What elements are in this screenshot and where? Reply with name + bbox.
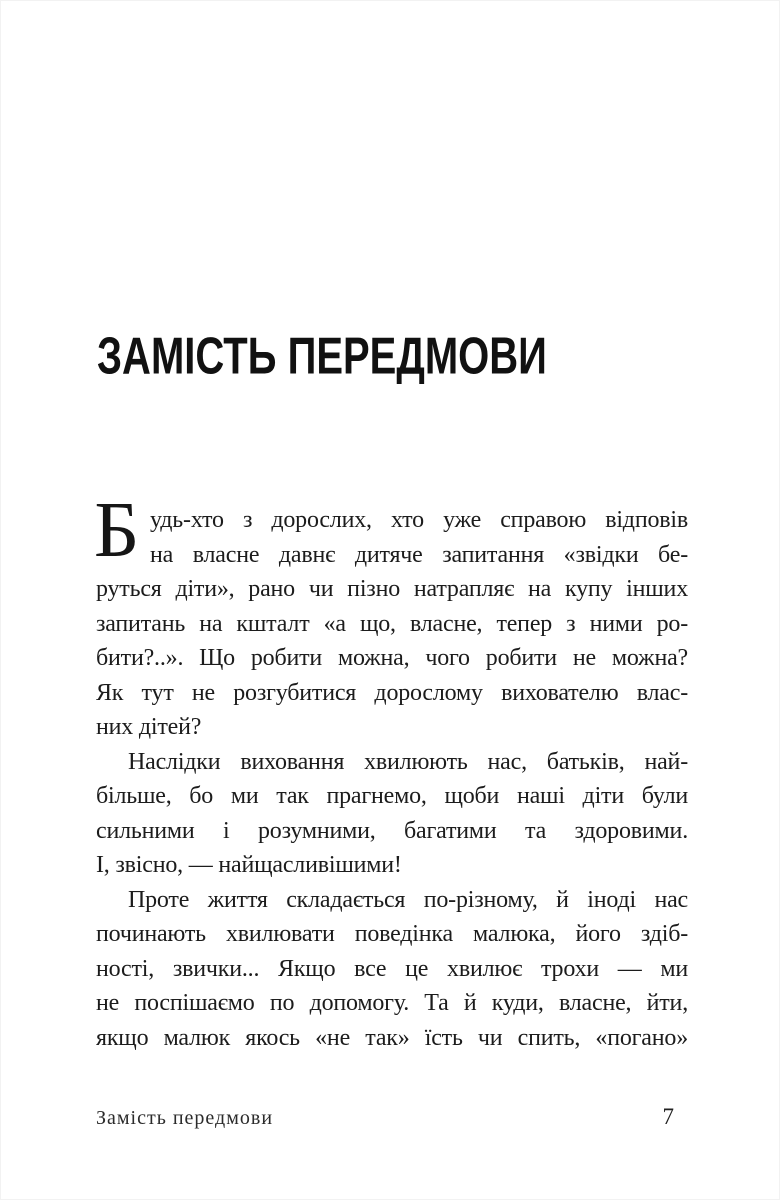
- chapter-title: ЗАМІСТЬ ПЕРЕДМОВИ: [97, 326, 547, 385]
- text-line: починають хвилювати поведінка малюка, його здіб-: [96, 921, 688, 947]
- paragraph: [96, 883, 688, 1056]
- text-line: них дітей?: [96, 714, 202, 740]
- text-line: якщо малюк якось «не так» їсть чи спить, «погано»: [96, 1024, 688, 1051]
- text-line: Як тут не розгубитися дорослому вихователю влас-: [96, 679, 688, 706]
- text-line: Проте життя складається по-різному, й іноді нас: [128, 886, 688, 913]
- body-text-column: [94, 487, 688, 1055]
- text-line: бити?..». Що робити можна, чого робити не можна?: [96, 645, 688, 671]
- footer-section-label: Замість передмови: [96, 1107, 274, 1129]
- paragraph: [94, 487, 688, 745]
- text-line: удь-хто з дорослих, хто уже справою відповів: [150, 507, 688, 533]
- text-line: запитань на кшталт «а що, власне, тепер з ними ро-: [96, 610, 688, 637]
- text-line: І, звісно, — найщасливішими!: [96, 852, 402, 878]
- text-line: не поспішаємо по допомогу. Та й куди, власне, йти,: [96, 990, 688, 1016]
- text-line: сильними і розумними, багатими та здоровими.: [96, 817, 688, 844]
- text-line: руться діти», рано чи пізно натрапляє на купу інших: [96, 576, 688, 602]
- paragraph: [96, 745, 688, 883]
- text-line: більше, бо ми так прагнемо, щоби наші діти були: [96, 783, 688, 809]
- text-line: ності, звички... Якщо все це хвилює трохи — ми: [96, 955, 688, 982]
- text-line: Наслідки виховання хвилюють нас, батьків, най-: [128, 748, 688, 775]
- footer-page-number: 7: [662, 1104, 674, 1129]
- drop-cap: Б: [94, 487, 140, 574]
- text-line: на власне давнє дитяче запитання «звідки бе-: [150, 541, 688, 568]
- page-footer: [96, 1104, 688, 1130]
